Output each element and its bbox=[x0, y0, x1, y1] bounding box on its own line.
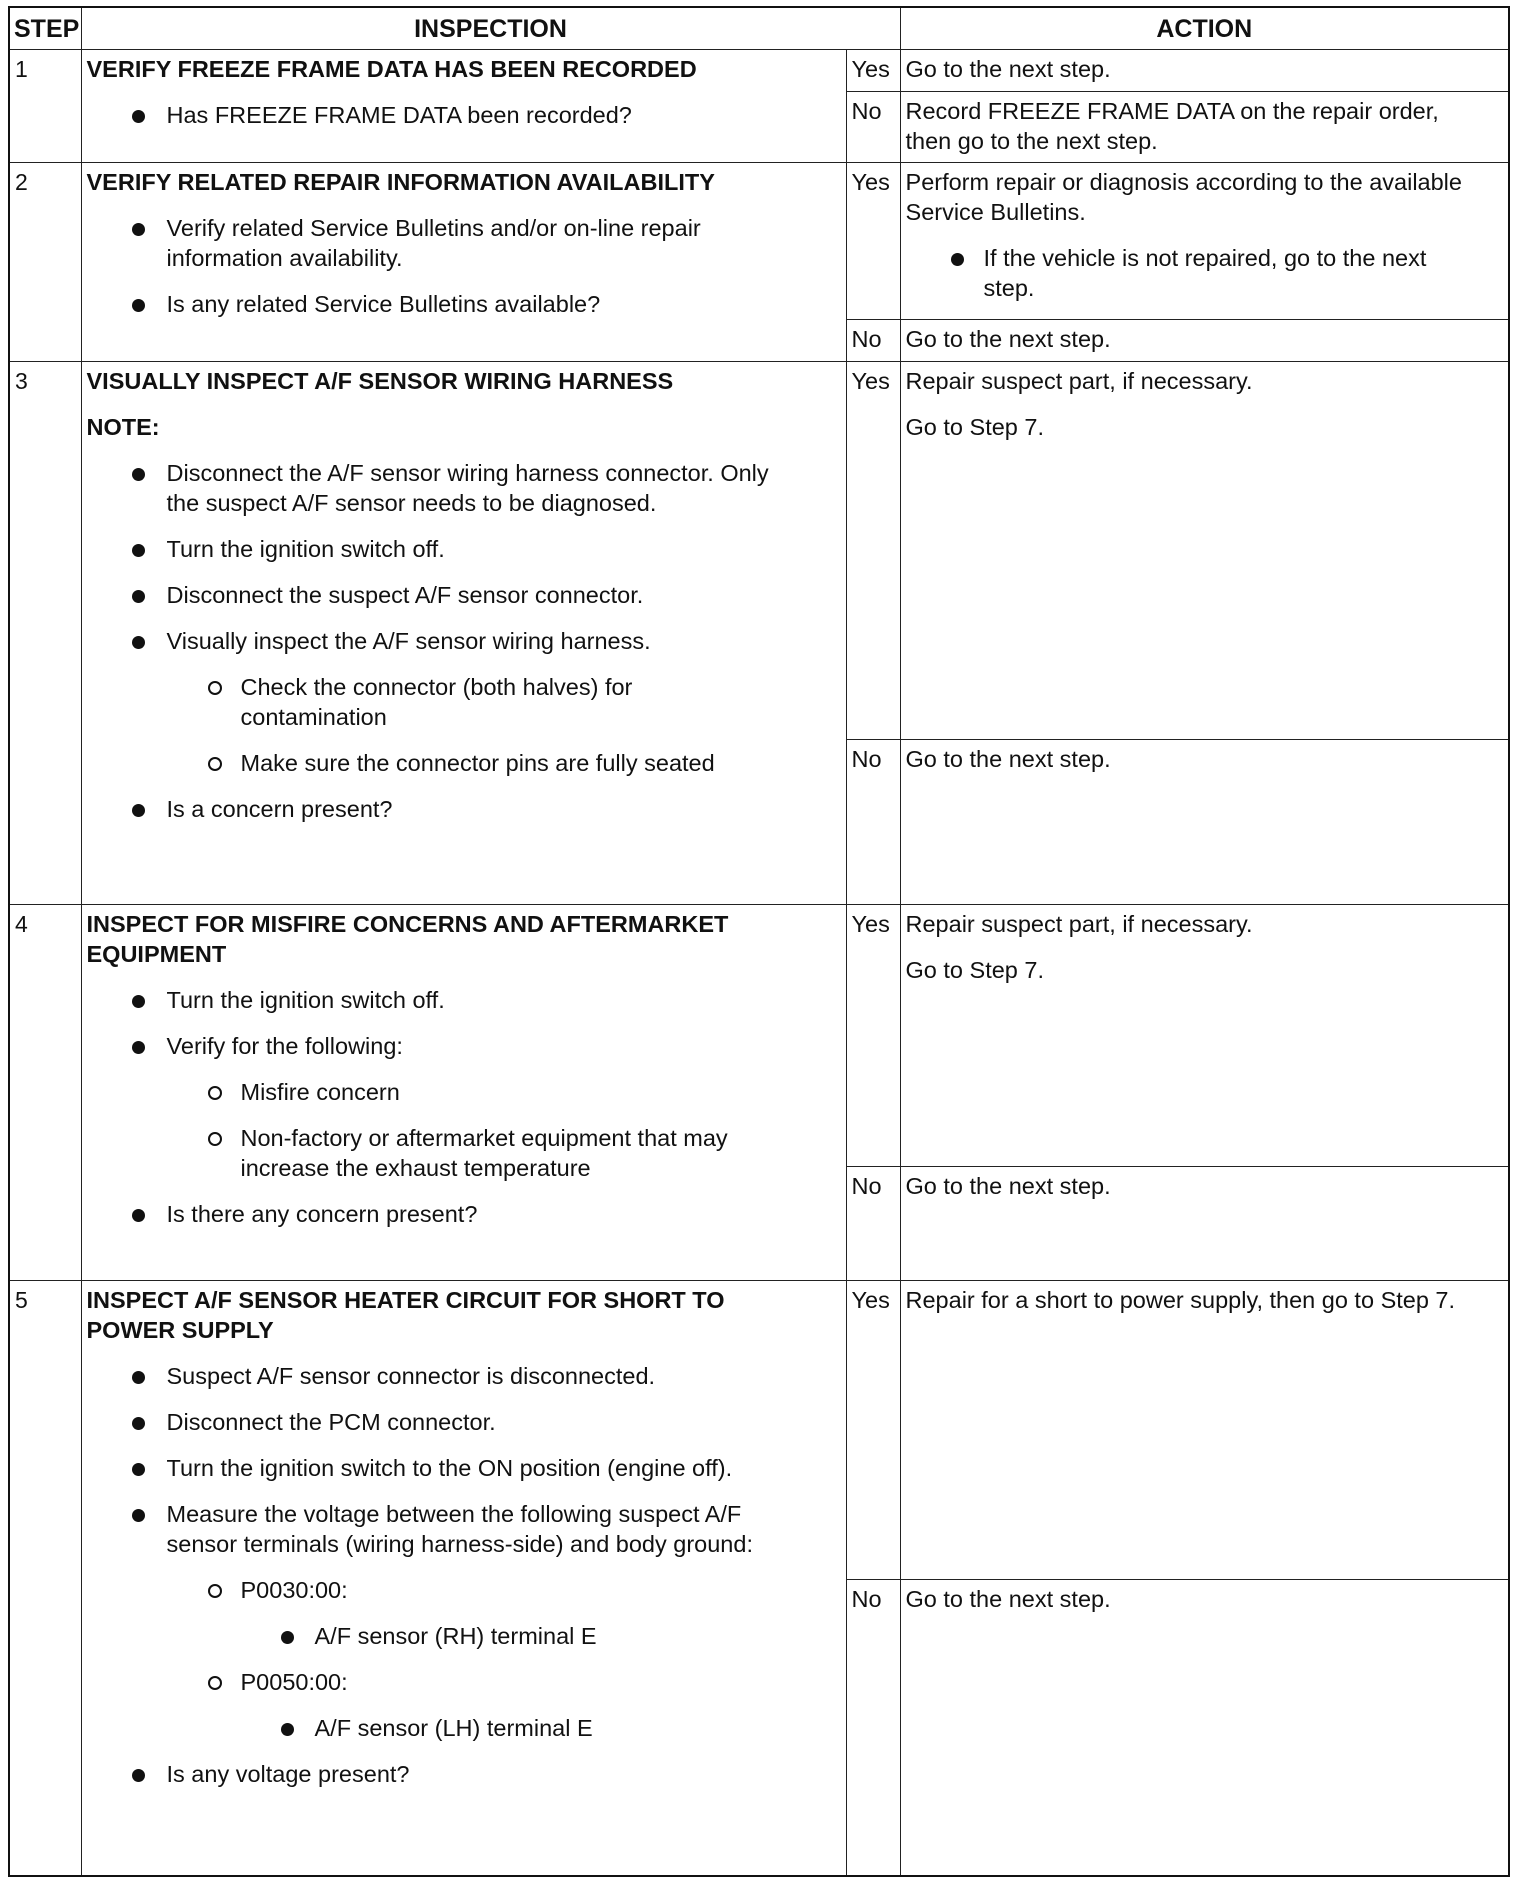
step-title-line: INSPECT FOR MISFIRE CONCERNS AND AFTERMARKET bbox=[86, 911, 729, 937]
no-action bbox=[900, 92, 1509, 163]
sub-bullet-item: P0050:00: bbox=[87, 1667, 841, 1697]
step-3-row-yes bbox=[9, 362, 1509, 740]
bullet-item: Verify for the following: bbox=[87, 1031, 841, 1061]
yes-label: Yes bbox=[846, 362, 900, 740]
step-number: 2 bbox=[9, 163, 81, 362]
header-step: STEP bbox=[9, 7, 81, 50]
action-line: Record FREEZE FRAME DATA on the repair order, bbox=[905, 98, 1439, 124]
bullet-item bbox=[87, 1499, 841, 1559]
step-5-row-yes bbox=[9, 1281, 1509, 1580]
sub-sub-bullet-item: A/F sensor (RH) terminal E bbox=[87, 1621, 841, 1651]
sub-bullet-item bbox=[87, 1123, 841, 1183]
yes-action bbox=[900, 362, 1509, 740]
action-line: Go to Step 7. bbox=[905, 957, 1044, 983]
bullet-item: Is any related Service Bulletins available? bbox=[87, 289, 841, 319]
yes-action: Go to the next step. bbox=[900, 50, 1509, 92]
sub-sub-bullet-item: A/F sensor (LH) terminal E bbox=[87, 1713, 841, 1743]
bullet-item: Suspect A/F sensor connector is disconnected. bbox=[87, 1361, 841, 1391]
bullet-item: Turn the ignition switch to the ON position (engine off). bbox=[87, 1453, 841, 1483]
action-line: then go to the next step. bbox=[905, 128, 1158, 154]
step-title-line: EQUIPMENT bbox=[86, 941, 227, 967]
step-4-row-yes bbox=[9, 905, 1509, 1167]
no-action: Go to the next step. bbox=[900, 740, 1509, 905]
yes-label: Yes bbox=[846, 905, 900, 1167]
bullet-line: Non-factory or aftermarket equipment that may bbox=[240, 1125, 728, 1151]
bullet-item: Turn the ignition switch off. bbox=[87, 985, 841, 1015]
bullet-item: Disconnect the PCM connector. bbox=[87, 1407, 841, 1437]
action-bullet bbox=[906, 243, 1504, 303]
bullet-line: Check the connector (both halves) for bbox=[240, 674, 633, 700]
bullet-line: information availability. bbox=[166, 245, 403, 271]
action-line: Perform repair or diagnosis according to the available bbox=[905, 169, 1462, 195]
no-label: No bbox=[846, 320, 900, 362]
step-title: VISUALLY INSPECT A/F SENSOR WIRING HARNESS bbox=[86, 368, 674, 394]
sub-bullet-item: P0030:00: bbox=[87, 1575, 841, 1605]
step-4-inspection bbox=[81, 905, 846, 1281]
yes-action bbox=[900, 905, 1509, 1167]
step-1-row-yes bbox=[9, 50, 1509, 92]
step-number: 3 bbox=[9, 362, 81, 905]
sub-bullet-item bbox=[87, 672, 841, 732]
header-row bbox=[9, 7, 1509, 50]
bullet-line: sensor terminals (wiring harness-side) and body ground: bbox=[166, 1531, 753, 1557]
no-label: No bbox=[846, 1167, 900, 1281]
no-label: No bbox=[846, 92, 900, 163]
bullet-line: Verify related Service Bulletins and/or on-line repair bbox=[166, 215, 701, 241]
no-action: Go to the next step. bbox=[900, 1167, 1509, 1281]
bullet-line: contamination bbox=[240, 704, 387, 730]
step-3-inspection bbox=[81, 362, 846, 905]
step-number: 5 bbox=[9, 1281, 81, 1876]
step-title-line: INSPECT A/F SENSOR HEATER CIRCUIT FOR SHORT TO bbox=[86, 1287, 725, 1313]
bullet-item: Turn the ignition switch off. bbox=[87, 534, 841, 564]
yes-action bbox=[900, 163, 1509, 320]
bullet-line: Disconnect the A/F sensor wiring harness connector. Only bbox=[166, 460, 769, 486]
yes-action: Repair for a short to power supply, then go to Step 7. bbox=[900, 1281, 1509, 1580]
yes-label: Yes bbox=[846, 163, 900, 320]
bullet-line: step. bbox=[983, 275, 1035, 301]
bullet-line: increase the exhaust temperature bbox=[240, 1155, 591, 1181]
header-action: ACTION bbox=[900, 7, 1509, 50]
sub-bullet-item: Misfire concern bbox=[87, 1077, 841, 1107]
action-line: Repair suspect part, if necessary. bbox=[905, 911, 1253, 937]
step-title-line: POWER SUPPLY bbox=[86, 1317, 274, 1343]
header-inspection: INSPECTION bbox=[81, 7, 900, 50]
no-label: No bbox=[846, 1580, 900, 1876]
bullet-item: Visually inspect the A/F sensor wiring harness. bbox=[87, 626, 841, 656]
bullet-line: If the vehicle is not repaired, go to the next bbox=[983, 245, 1427, 271]
bullet-item: Is any voltage present? bbox=[87, 1759, 841, 1789]
yes-label: Yes bbox=[846, 1281, 900, 1580]
diagnostic-table bbox=[8, 6, 1510, 1877]
step-number: 4 bbox=[9, 905, 81, 1281]
note-label: NOTE: bbox=[86, 414, 160, 440]
no-action: Go to the next step. bbox=[900, 320, 1509, 362]
sub-bullet-item: Make sure the connector pins are fully seated bbox=[87, 748, 841, 778]
bullet-item: Is a concern present? bbox=[87, 794, 841, 824]
bullet-item bbox=[87, 458, 841, 518]
no-action: Go to the next step. bbox=[900, 1580, 1509, 1876]
action-line: Service Bulletins. bbox=[905, 199, 1086, 225]
bullet-line: the suspect A/F sensor needs to be diagnosed. bbox=[166, 490, 657, 516]
action-line: Go to Step 7. bbox=[905, 414, 1044, 440]
bullet-line: Measure the voltage between the following suspect A/F bbox=[166, 1501, 742, 1527]
step-number: 1 bbox=[9, 50, 81, 163]
step-2-inspection bbox=[81, 163, 846, 362]
no-label: No bbox=[846, 740, 900, 905]
step-title: VERIFY FREEZE FRAME DATA HAS BEEN RECORDED bbox=[86, 56, 697, 82]
action-line: Repair suspect part, if necessary. bbox=[905, 368, 1253, 394]
step-title: VERIFY RELATED REPAIR INFORMATION AVAILABILITY bbox=[86, 169, 715, 195]
bullet-item: Is there any concern present? bbox=[87, 1199, 841, 1229]
bullet-item bbox=[87, 213, 841, 273]
bullet-item: Disconnect the suspect A/F sensor connector. bbox=[87, 580, 841, 610]
step-1-inspection bbox=[81, 50, 846, 163]
step-5-inspection bbox=[81, 1281, 846, 1876]
yes-label: Yes bbox=[846, 50, 900, 92]
step-2-row-yes bbox=[9, 163, 1509, 320]
bullet-item: Has FREEZE FRAME DATA been recorded? bbox=[87, 100, 841, 130]
